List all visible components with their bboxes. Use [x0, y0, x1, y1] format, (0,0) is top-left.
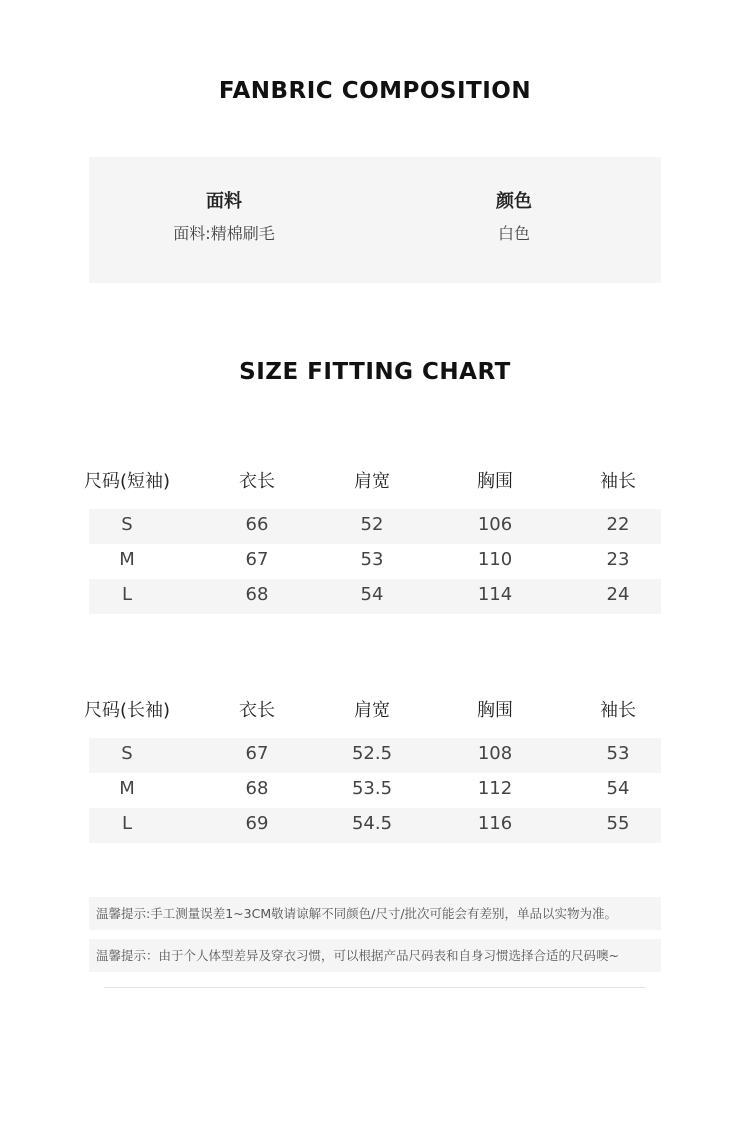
short-sleeve-size-table — [83, 470, 661, 614]
long-sleeve-size-table — [83, 699, 661, 843]
table-row — [89, 773, 661, 808]
table-cell: 69 — [245, 813, 269, 834]
material-value: 面料:精棉刷毛 — [173, 224, 275, 243]
table-cell: L — [121, 813, 133, 834]
table-row — [89, 738, 661, 773]
table-cell: 54 — [606, 778, 630, 799]
table-cell: 116 — [477, 813, 513, 834]
measurement-tip: 温馨提示:手工测量误差1~3CM敬请谅解不同颜色/尺寸/批次可能会有差别，单品以实物为准。 — [89, 897, 661, 930]
fabric-info-panel — [89, 157, 661, 283]
table-header-row — [83, 699, 661, 738]
table-cell: 52 — [360, 514, 384, 535]
material-header: 面料 — [206, 191, 242, 212]
table-cell: 54 — [360, 584, 384, 605]
header-cell-shoulder: 肩宽 — [354, 471, 390, 492]
header-cell-size: 尺码(短袖) — [83, 471, 171, 492]
table-cell: 52.5 — [351, 743, 393, 764]
fabric-composition-title: FANBRIC COMPOSITION — [218, 78, 532, 104]
table-row — [89, 579, 661, 614]
size-chart-title: SIZE FITTING CHART — [239, 359, 511, 385]
header-cell-sleeve: 袖长 — [600, 700, 636, 721]
table-row — [89, 509, 661, 544]
color-header: 颜色 — [496, 191, 532, 212]
table-cell: 24 — [606, 584, 630, 605]
table-cell: 53 — [606, 743, 630, 764]
header-cell-sleeve: 袖长 — [600, 471, 636, 492]
table-row — [89, 808, 661, 843]
table-cell: 68 — [245, 584, 269, 605]
table-cell: 106 — [477, 514, 513, 535]
table-cell: 112 — [477, 778, 513, 799]
fit-tip: 温馨提示：由于个人体型差异及穿衣习惯，可以根据产品尺码表和自身习惯选择合适的尺码噢~ — [89, 939, 661, 972]
header-cell-chest: 胸围 — [477, 471, 513, 492]
table-cell: 66 — [245, 514, 269, 535]
table-cell: 110 — [477, 549, 513, 570]
table-cell: 67 — [245, 549, 269, 570]
table-cell: 55 — [606, 813, 630, 834]
table-cell: 23 — [606, 549, 630, 570]
table-cell: M — [119, 778, 135, 799]
table-cell: 53.5 — [351, 778, 393, 799]
header-cell-chest: 胸围 — [477, 700, 513, 721]
material-column — [99, 187, 349, 244]
table-row — [89, 544, 661, 579]
header-cell-shoulder: 肩宽 — [354, 700, 390, 721]
table-cell: 67 — [245, 743, 269, 764]
color-value: 白色 — [497, 224, 530, 243]
table-cell: M — [119, 549, 135, 570]
table-cell: 22 — [606, 514, 630, 535]
table-cell: 68 — [245, 778, 269, 799]
table-cell: 108 — [477, 743, 513, 764]
table-cell: 114 — [477, 584, 513, 605]
table-cell: S — [121, 514, 133, 535]
color-column — [389, 187, 639, 244]
table-cell: S — [121, 743, 133, 764]
table-cell: 53 — [360, 549, 384, 570]
divider-line — [104, 987, 646, 988]
table-cell: L — [121, 584, 133, 605]
header-cell-length: 衣长 — [239, 700, 275, 721]
table-header-row — [83, 470, 661, 509]
header-cell-length: 衣长 — [239, 471, 275, 492]
table-cell: 54.5 — [351, 813, 393, 834]
header-cell-size: 尺码(长袖) — [83, 700, 171, 721]
